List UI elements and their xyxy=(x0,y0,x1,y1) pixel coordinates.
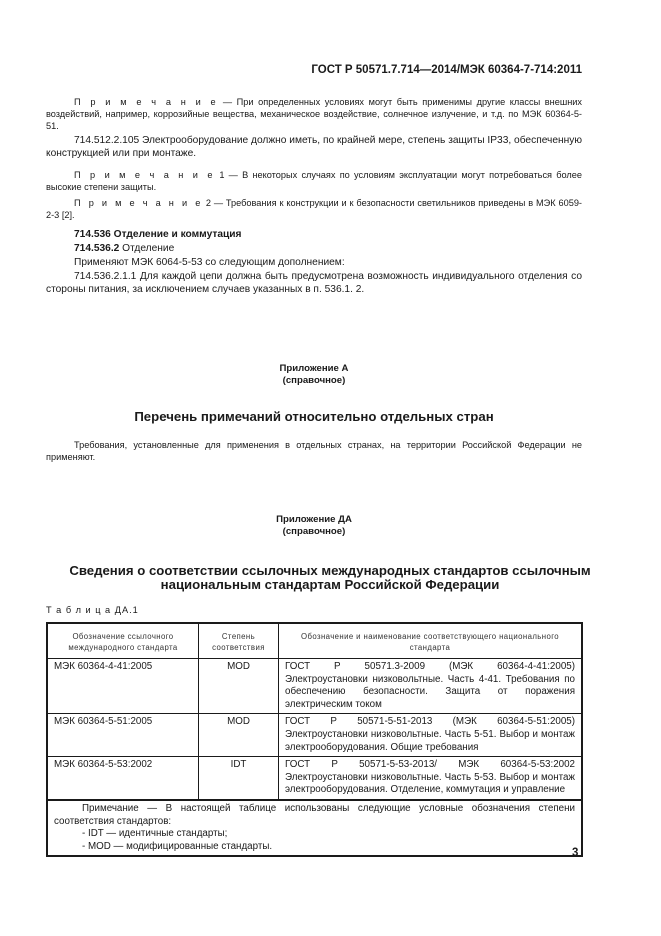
appendix-a-type: (справочное) xyxy=(282,375,346,386)
note-2 xyxy=(46,197,582,221)
cell-national: ГОСТ Р 50571-5-51-2013 (МЭК 60364-5-51:2005) Электроустановки низковольтные. Часть 5-51. Выбор и монтаж электрооборудования. Общие требования xyxy=(279,714,583,757)
table-note-row xyxy=(47,800,582,856)
cell-degree: MOD xyxy=(199,659,279,714)
header-national-standard: Обозначение и наименование соответствующего национального стандарта xyxy=(279,623,583,659)
note-external-influences xyxy=(46,96,582,132)
note-label: П р и м е ч а н и е xyxy=(74,97,219,107)
section-heading-714-536: 714.536 Отделение и коммутация xyxy=(74,229,242,240)
table-note-intro: Примечание — В настоящей таблице использованы следующие условные обозначения степени соответствия стандартов: xyxy=(54,802,575,827)
subsection-title: Отделение xyxy=(119,243,175,254)
apply-statement: Применяют МЭК 6064-5-53 со следующим дополнением: xyxy=(74,257,345,268)
cell-intl: МЭК 60364-4-41:2005 xyxy=(47,659,199,714)
appendix-da-type: (справочное) xyxy=(282,526,346,537)
note-1 xyxy=(46,169,582,193)
appendix-da-title-line1: Сведения о соответствии ссылочных международных стандартов ссылочным xyxy=(69,563,591,578)
table-caption: Т а б л и ц а ДА.1 xyxy=(46,605,139,615)
note-2-label: П р и м е ч а н и е xyxy=(74,198,203,208)
document-header: ГОСТ Р 50571.7.714—2014/МЭК 60364-7-714:2011 xyxy=(311,64,582,76)
note-2-text: 2 — Требования к конструкции и к безопасности светильников приведены в МЭК 6059-2-3 [2]. xyxy=(46,198,582,220)
table-note-item-idt: - IDT — идентичные стандарты; xyxy=(82,828,228,840)
table-row xyxy=(47,714,582,757)
cell-national: ГОСТ Р 50571.3-2009 (МЭК 60364-4-41:2005) Электроустановки низковольтные. Часть 4-41. Требования по обеспечению безопасности. Защита от поражения электрическим током xyxy=(279,659,583,714)
table-header-row xyxy=(47,623,582,659)
subsection-number: 714.536.2 xyxy=(74,243,120,254)
cell-intl: МЭК 60364-5-51:2005 xyxy=(47,714,199,757)
subsection-714-536-2 xyxy=(74,242,584,255)
note-text: — При определенных условиях могут быть применимы другие классы внешних воздействий, например, коррозийные вещества, механическое воздействие, солнечное излучение, и т.д. по МЭК 60364-5-51. xyxy=(46,97,583,131)
header-degree: Степень соответствия xyxy=(199,623,279,659)
note-1-label: П р и м е ч а н и е xyxy=(74,170,216,180)
appendix-a-label: Приложение А xyxy=(279,363,349,374)
appendix-da-title-line2: национальным стандартам Российской Федерации xyxy=(160,577,500,592)
page-number: 3 xyxy=(572,847,579,859)
appendix-a-title: Перечень примечаний относительно отдельных стран xyxy=(134,409,494,424)
appendix-a-body: Требования, установленные для применения в отдельных странах, на территории Российской Федерации не применяют. xyxy=(46,440,582,462)
table-row xyxy=(47,659,582,714)
table-note-item-mod: - MOD — модифицированные стандарты. xyxy=(82,840,273,852)
cell-degree: MOD xyxy=(199,714,279,757)
standards-correspondence-table xyxy=(46,622,583,857)
appendix-da-label: Приложение ДА xyxy=(276,514,352,525)
clause-714-536-2-1-1: 714.536.2.1.1 Для каждой цепи должна быть предусмотрена возможность индивидуального отделения со стороны питания, за исключением случаев указанных в п. 536.1. 2. xyxy=(46,271,582,295)
cell-degree: IDT xyxy=(199,757,279,800)
table-note xyxy=(47,800,582,856)
table-row xyxy=(47,757,582,800)
cell-national: ГОСТ Р 50571-5-53-2013/ МЭК 60364-5-53:2002 Электроустановки низковольтные. Часть 5-53. Выбор и монтаж электрооборудования. Отделение, коммутация и управление xyxy=(279,757,583,800)
note-1-text: 1 — В некоторых случаях по условиям эксплуатации могут потребоваться более высокие степени защиты. xyxy=(46,170,583,192)
header-intl-standard: Обозначение ссылочного международного стандарта xyxy=(47,623,199,659)
clause-714-512-2-105: 714.512.2.105 Электрооборудование должно иметь, по крайней мере, степень защиты IP33, обеспеченную конструкцией или при монтаже. xyxy=(46,135,582,159)
cell-intl: МЭК 60364-5-53:2002 xyxy=(47,757,199,800)
